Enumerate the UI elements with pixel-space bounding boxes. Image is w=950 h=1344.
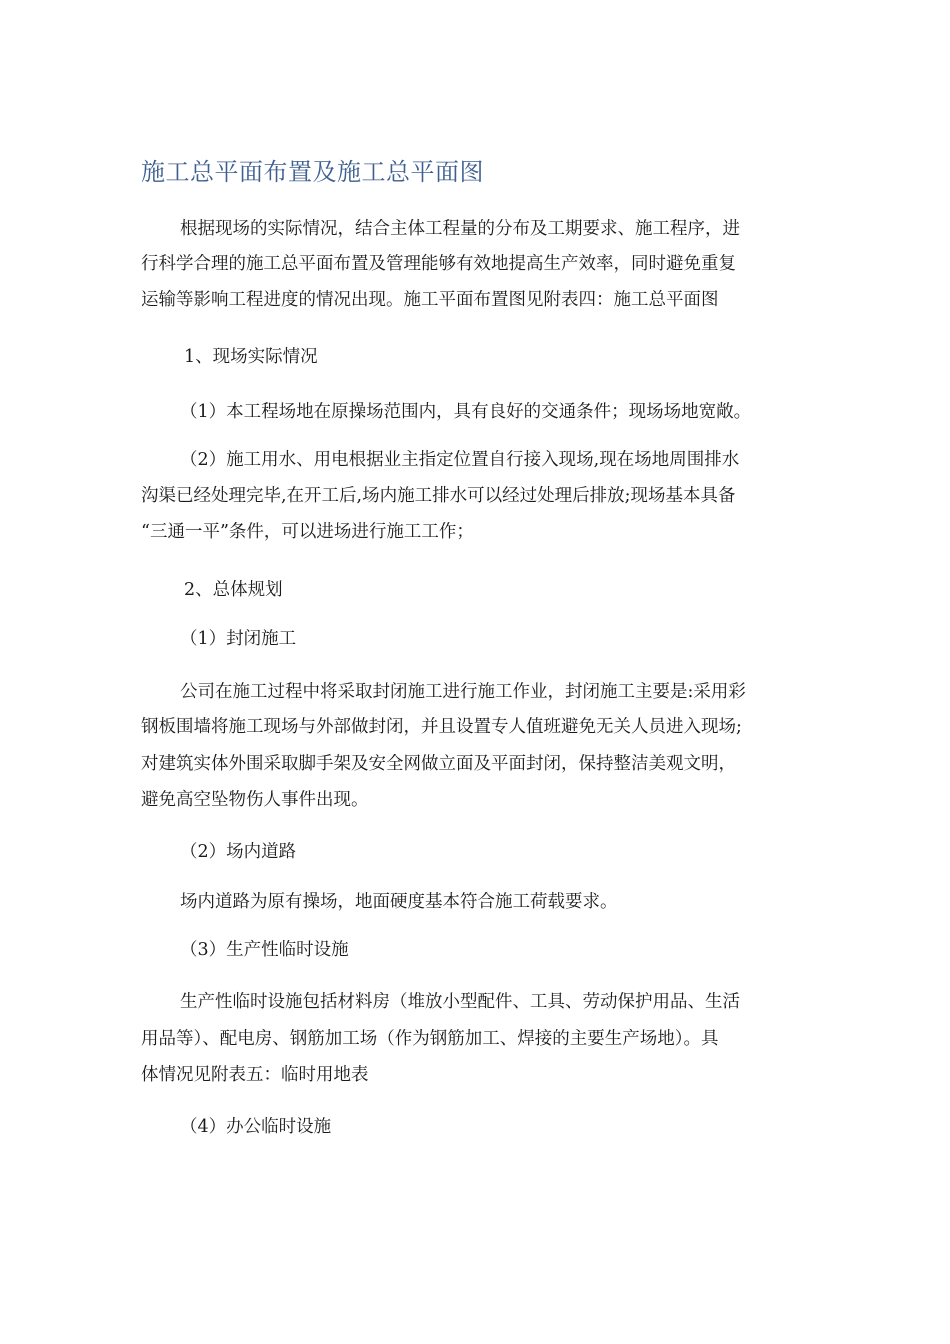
paragraph-line: 避免高空坠物伤人事件出现。 <box>141 790 369 810</box>
paragraph-line: （1）本工程场地在原操场范围内，具有良好的交通条件；现场场地宽敞。 <box>180 402 752 422</box>
section-heading: 2、总体规划 <box>184 580 283 600</box>
paragraph-line: 体情况见附表五：临时用地表 <box>141 1065 369 1085</box>
subsection-heading: （1）封闭施工 <box>180 629 297 649</box>
subsection-heading: （3）生产性临时设施 <box>180 940 349 960</box>
paragraph-line: 沟渠已经处理完毕,在开工后,场内施工排水可以经过处理后排放;现场基本具备 <box>141 486 736 506</box>
subsection-heading: （2）场内道路 <box>180 842 297 862</box>
paragraph-line: 根据现场的实际情况，结合主体工程量的分布及工期要求、施工程序，进 <box>180 219 740 239</box>
paragraph-line: 对建筑实体外围采取脚手架及安全网做立面及平面封闭，保持整洁美观文明， <box>141 754 736 774</box>
paragraph-line: 钢板围墙将施工现场与外部做封闭，并且设置专人值班避免无关人员进入现场; <box>141 717 742 737</box>
paragraph-line: 生产性临时设施包括材料房（堆放小型配件、工具、劳动保护用品、生活 <box>180 992 740 1012</box>
paragraph-line: （2）施工用水、用电根据业主指定位置自行接入现场,现在场地周围排水 <box>180 450 740 470</box>
subsection-heading: （4）办公临时设施 <box>180 1117 332 1137</box>
document-title: 施工总平面布置及施工总平面图 <box>141 158 484 186</box>
paragraph-line: 用品等）、配电房、钢筋加工场（作为钢筋加工、焊接的主要生产场地）。具 <box>141 1029 719 1049</box>
paragraph-line: 公司在施工过程中将采取封闭施工进行施工作业，封闭施工主要是:采用彩 <box>180 682 746 702</box>
paragraph-line: “三通一平”条件，可以进场进行施工工作； <box>141 522 474 542</box>
section-heading: 1、现场实际情况 <box>184 347 318 367</box>
paragraph-line: 场内道路为原有操场，地面硬度基本符合施工荷载要求。 <box>180 892 618 912</box>
paragraph-line: 运输等影响工程进度的情况出现。施工平面布置图见附表四：施工总平面图 <box>141 290 719 310</box>
paragraph-line: 行科学合理的施工总平面布置及管理能够有效地提高生产效率，同时避免重复 <box>141 254 736 274</box>
